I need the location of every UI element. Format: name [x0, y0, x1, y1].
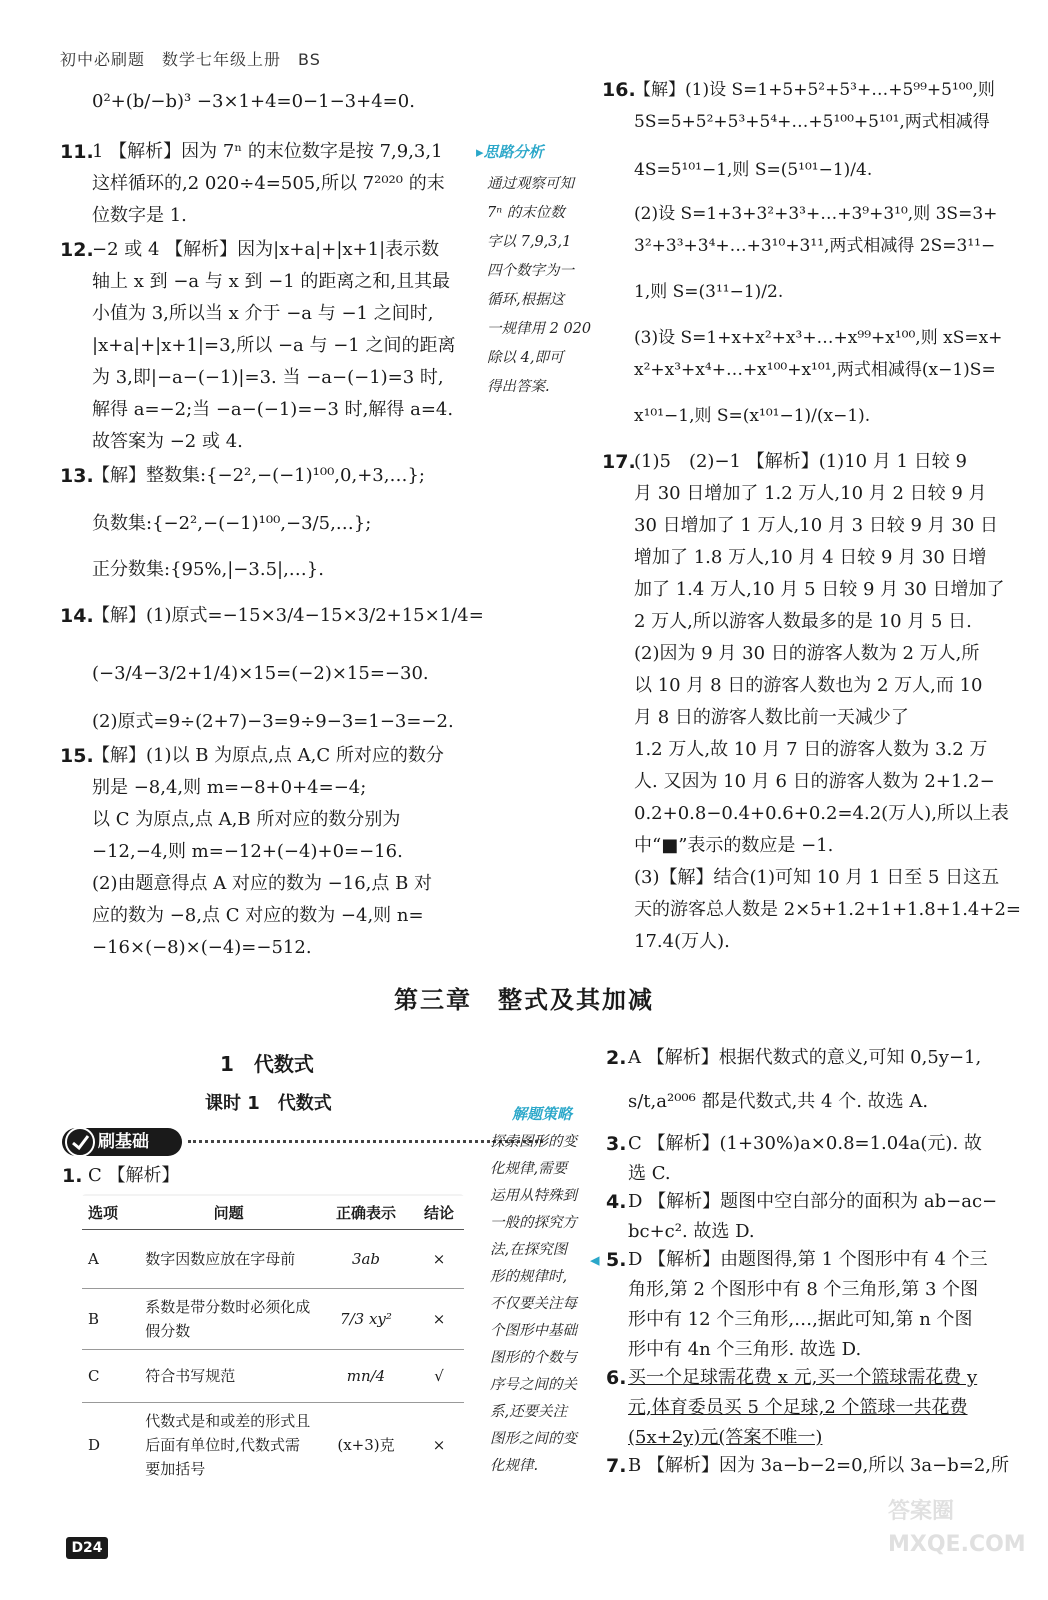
q4-line: bc+c². 故选 D.: [628, 1221, 755, 1242]
side-note-line: 形的规律时,: [490, 1269, 568, 1285]
q17-line: 加了 1.4 万人,10 月 5 日较 9 月 30 日增加了: [634, 579, 1005, 600]
q12-line: 小值为 3,所以当 x 介于 −a 与 −1 之间时,: [92, 303, 434, 324]
q16-line: 3²+3³+3⁴+…+3¹⁰+3¹¹,两式相减得 2S=3¹¹−: [634, 236, 996, 256]
q6-line: 元,体育委员买 5 个足球,2 个篮球一共花费: [628, 1397, 968, 1418]
table-cell: 数字因数应放在字母前: [139, 1230, 318, 1289]
q17-line: 月 8 日的游客人数比前一天减少了: [634, 707, 909, 728]
q5-line: 角形,第 2 个图形中有 8 个三角形,第 3 个图: [628, 1279, 979, 1300]
page-header: 初中必刷题 数学七年级上册 BS: [60, 50, 321, 69]
table-row: [82, 1350, 464, 1403]
lesson-title: 课时 1 代数式: [205, 1093, 332, 1114]
chapter-title: 第三章 整式及其加减: [394, 986, 654, 1014]
q15-line: −12,−4,则 m=−12+(−4)+0=−16.: [92, 841, 403, 862]
q6-line: (5x+2y)元(答案不唯一): [628, 1427, 823, 1448]
q17-line: 0.2+0.8−0.4+0.6+0.2=4.2(万人),所以上表: [634, 803, 1009, 824]
side-note-line: 个图形中基础: [490, 1323, 577, 1339]
q14-line: (2)原式=9÷(2+7)−3=9÷9−3=1−3=−2.: [92, 711, 454, 732]
q11-line: 1 【解析】因为 7ⁿ 的末位数字是按 7,9,3,1: [92, 141, 443, 162]
table-header-cell: 选项: [82, 1196, 139, 1230]
table-cell: ×: [414, 1289, 464, 1350]
q14-line: (−3/4−3/2+1/4)×15=(−2)×15=−30.: [92, 663, 429, 684]
q17-line: 1.2 万人,故 10 月 7 日的游客人数为 3.2 万: [634, 739, 988, 760]
q17-number: 17.: [602, 451, 636, 473]
table-header-cell: 问题: [139, 1196, 318, 1230]
watermark-logo: [888, 1492, 1048, 1558]
q17-line: (1)5 (2)−1 【解析】(1)10 月 1 日较 9: [634, 451, 967, 472]
q12-line: 为 3,即|−a−(−1)|=3. 当 −a−(−1)=3 时,: [92, 367, 444, 388]
q17-line: 天的游客总人数是 2×5+1.2+1+1.8+1.4+2=: [634, 899, 1021, 920]
section-title: 1 代数式: [220, 1052, 314, 1076]
q17-line: (2)因为 9 月 30 日的游客人数为 2 万人,所: [634, 643, 980, 664]
q13-line: 【解】整数集:{−2²,−(−1)¹⁰⁰,0,+3,…};: [92, 465, 425, 486]
q13-line: 负数集:{−2²,−(−1)¹⁰⁰,−3/5,…};: [92, 513, 372, 534]
table-cell: 3ab: [318, 1230, 414, 1289]
q7-number: 7.: [606, 1455, 627, 1477]
q15-line: (2)由题意得点 A 对应的数为 −16,点 B 对: [92, 873, 433, 894]
q12-line: 轴上 x 到 −a 与 x 到 −1 的距离之和,且其最: [92, 271, 451, 292]
side-note-line: 探索图形的变: [490, 1134, 577, 1150]
q17-line: 以 10 月 8 日的游客人数也为 2 万人,而 10: [634, 675, 983, 696]
side-note-line: 得出答案.: [487, 379, 550, 395]
q17-line: 2 万人,所以游客人数最多的是 10 月 5 日.: [634, 611, 972, 632]
table-row: [82, 1403, 464, 1488]
table-cell: B: [82, 1289, 139, 1350]
q5-line: 形中有 12 个三角形,…,据此可知,第 n 个图: [628, 1309, 973, 1330]
table-cell: D: [88, 1436, 101, 1454]
q17-line: 月 30 日增加了 1.2 万人,10 月 2 日较 9 月: [634, 483, 987, 504]
q13-number: 13.: [60, 465, 94, 487]
q16-number: 16.: [602, 79, 636, 101]
q14-number: 14.: [60, 605, 94, 627]
q5-number-text: 5.: [606, 1249, 627, 1271]
side-note-line: 四个数字为一: [487, 263, 574, 279]
q5-line: 形中有 4n 个三角形. 故选 D.: [628, 1339, 862, 1360]
table-cell: C: [82, 1350, 139, 1403]
table-header-row: [82, 1196, 464, 1230]
table-cell: ×: [414, 1230, 464, 1289]
q16-line: x¹⁰¹−1,则 S=(x¹⁰¹−1)/(x−1).: [634, 406, 871, 426]
side-note-line: 一般的探究方: [490, 1215, 577, 1231]
q16-line: 4S=5¹⁰¹−1,则 S=(5¹⁰¹−1)/4.: [634, 160, 873, 180]
q16-line: (3)设 S=1+x+x²+x³+…+x⁹⁹+x¹⁰⁰,则 xS=x+: [634, 328, 1003, 348]
q14-line: 【解】(1)原式=−15×3/4−15×3/2+15×1/4=: [92, 605, 484, 626]
q2-line: A 【解析】根据代数式的意义,可知 0,5y−1,: [628, 1047, 982, 1068]
page-number: D24: [66, 1537, 108, 1559]
q17-line: 中“■”表示的数应是 −1.: [634, 835, 834, 856]
q13-line: 正分数集:{95%,|−3.5|,…}.: [92, 559, 324, 580]
options-table: [82, 1196, 464, 1487]
side-note-line: 除以 4,即可: [487, 350, 564, 366]
q17-line: (3)【解】结合(1)可知 10 月 1 日至 5 日这五: [634, 867, 1000, 888]
side-note-line: 字以 7,9,3,1: [487, 234, 572, 250]
q17-line: 增加了 1.8 万人,10 月 4 日较 9 月 30 日增: [634, 547, 987, 568]
q15-line: −16×(−8)×(−4)=−512.: [92, 937, 312, 958]
q2-number: 2.: [606, 1047, 627, 1069]
table-header-cell: 结论: [414, 1196, 464, 1230]
side-note-line: 图形的个数与: [490, 1350, 577, 1366]
q3-number: 3.: [606, 1133, 627, 1155]
table-cell: ×: [432, 1436, 446, 1454]
table-row: [82, 1230, 464, 1289]
table-cell: A: [82, 1230, 139, 1289]
side-note-line: 不仅要关注每: [490, 1296, 577, 1312]
q16-line: 1,则 S=(3¹¹−1)/2.: [634, 282, 784, 302]
basic-practice-text: 刷基础: [98, 1132, 149, 1152]
table-cell: (x+3)克: [337, 1436, 395, 1454]
q1-text: C 【解析】: [88, 1165, 180, 1186]
q11-line: 位数字是 1.: [92, 205, 187, 226]
q7-line: B 【解析】因为 3a−b−2=0,所以 3a−b=2,所: [628, 1455, 1010, 1476]
side-note-line: 系,还要关注: [490, 1404, 568, 1420]
q15-line: 以 C 为原点,点 A,B 所对应的数分别为: [92, 809, 401, 830]
side-note-line: 通过观察可知: [487, 176, 574, 192]
table-cell: 7/3 xy²: [318, 1289, 414, 1350]
q15-line: 【解】(1)以 B 为原点,点 A,C 所对应的数分: [92, 745, 444, 766]
q2-line: s/t,a²⁰⁰⁶ 都是代数式,共 4 个. 故选 A.: [628, 1091, 929, 1112]
side-note-line: 运用从特殊到: [490, 1188, 577, 1204]
q16-line: (2)设 S=1+3+3²+3³+…+3⁹+3¹⁰,则 3S=3+: [634, 204, 998, 224]
q16-line: x²+x³+x⁴+…+x¹⁰⁰+x¹⁰¹,两式相减得(x−1)S=: [634, 360, 996, 380]
q4-number: 4.: [606, 1191, 627, 1213]
arrow-right-icon: ▸: [476, 143, 484, 161]
q16-line: 【解】(1)设 S=1+5+5²+5³+…+5⁹⁹+5¹⁰⁰,则: [634, 80, 995, 100]
table-cell: 代数式是和或差的形式且后面有单位时,代数式需要加括号: [145, 1412, 311, 1478]
side-note-line: 图形之间的变: [490, 1431, 577, 1447]
side-note-title: 解题策略: [512, 1105, 573, 1123]
q16-line: 5S=5+5²+5³+5⁴+…+5¹⁰⁰+5¹⁰¹,两式相减得: [634, 112, 990, 132]
side-note-title-text: 思路分析: [483, 143, 544, 161]
q15-line: 别是 −8,4,则 m=−8+0+4=−4;: [92, 777, 367, 798]
arrow-left-icon: ◂: [590, 1249, 600, 1271]
q6-line: 买一个足球需花费 x 元,买一个篮球需花费 y: [628, 1367, 978, 1388]
table-cell: mn/4: [318, 1350, 414, 1403]
q11-number: 11.: [60, 141, 94, 163]
side-note-title: [476, 138, 544, 166]
q17-line: 人. 又因为 10 月 6 日的游客人数为 2+1.2−: [634, 771, 995, 792]
q3-line: C 【解析】(1+30%)a×0.8=1.04a(元). 故: [628, 1133, 982, 1154]
q3-line: 选 C.: [628, 1163, 671, 1184]
q12-line: |x+a|+|x+1|=3,所以 −a 与 −1 之间的距离: [92, 335, 456, 356]
side-note-line: 化规律,需要: [490, 1161, 568, 1177]
watermark-text: 答案圈 MXQE.COM: [888, 1499, 1026, 1557]
table-header-cell: 正确表示: [318, 1196, 414, 1230]
q11-line: 这样循环的,2 020÷4=505,所以 7²⁰²⁰ 的末: [92, 173, 445, 194]
q6-number: 6.: [606, 1367, 627, 1389]
q12-line: −2 或 4 【解析】因为|x+a|+|x+1|表示数: [92, 239, 440, 260]
table-cell: √: [414, 1350, 464, 1403]
table-cell: 系数是带分数时必须化成假分数: [139, 1289, 318, 1350]
q5-number: [590, 1246, 627, 1274]
q12-line: 解得 a=−2;当 −a−(−1)=−3 时,解得 a=4.: [92, 399, 454, 420]
q15-line: 应的数为 −8,点 C 对应的数为 −4,则 n=: [92, 905, 424, 926]
side-note-line: 化规律.: [490, 1458, 539, 1474]
q5-line: D 【解析】由题图得,第 1 个图形中有 4 个三: [628, 1249, 988, 1270]
side-note-line: 法,在探究图: [490, 1242, 568, 1258]
q1-number: 1.: [62, 1165, 83, 1187]
q12-number: 12.: [60, 239, 94, 261]
side-note-line: 一规律用 2 020: [487, 321, 592, 337]
side-note-line: 循环,根据这: [487, 292, 565, 308]
badge-icon: [64, 1126, 98, 1158]
q17-line: 30 日增加了 1 万人,10 月 3 日较 9 月 30 日: [634, 515, 999, 536]
q12-line: 故答案为 −2 或 4.: [92, 431, 243, 452]
side-note-line: 序号之间的关: [490, 1377, 577, 1393]
q4-line: D 【解析】题图中空白部分的面积为 ab−ac−: [628, 1191, 998, 1212]
side-note-line: 7ⁿ 的末位数: [487, 205, 565, 221]
q15-number: 15.: [60, 745, 94, 767]
q17-line: 17.4(万人).: [634, 931, 730, 952]
table-row: [82, 1289, 464, 1350]
q10-tail: 0²+(b/−b)³ −3×1+4=0−1−3+4=0.: [92, 91, 415, 112]
table-cell: 符合书写规范: [139, 1350, 318, 1403]
